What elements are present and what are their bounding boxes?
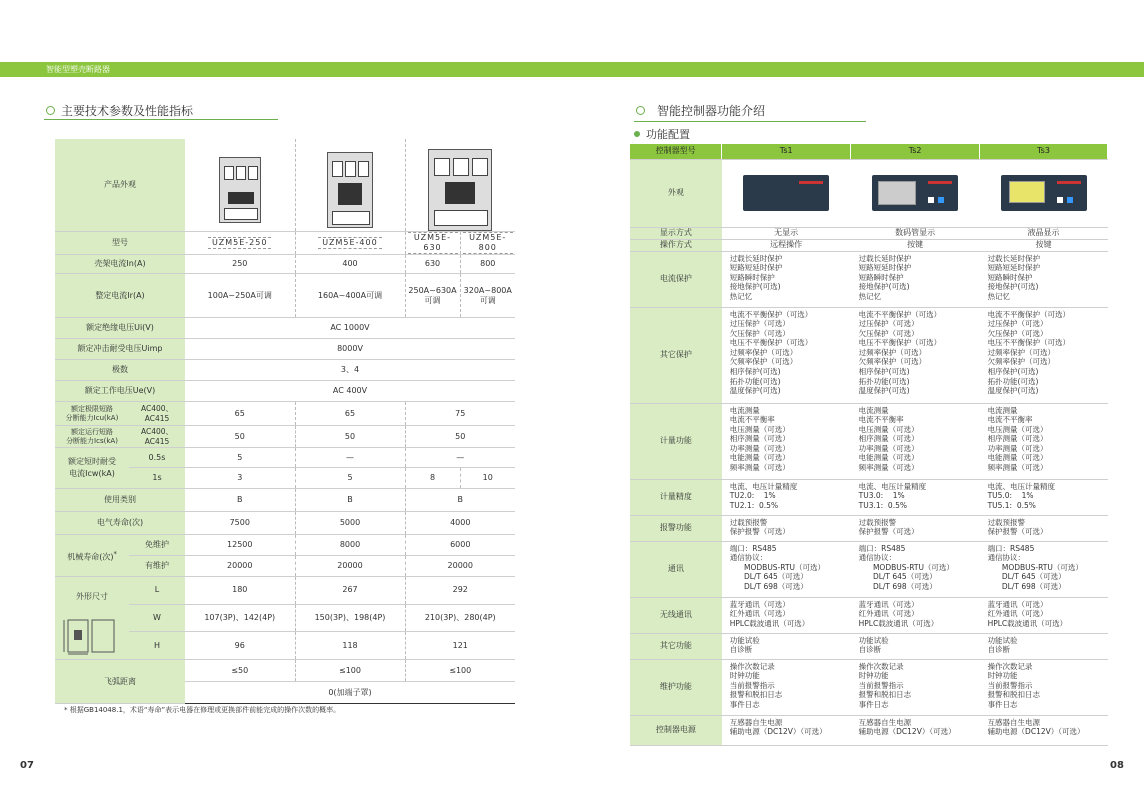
- right-section-title: [636, 102, 765, 119]
- section-value: 电流、电压计量精度 TU2.0: 1% TU2.1: 0.5%: [722, 479, 851, 515]
- section-label: 电流保护: [630, 251, 722, 307]
- maint-val: 20000: [405, 556, 515, 577]
- arc-val: ≤50: [185, 660, 295, 682]
- section-value: 端口：RS485 通信协议： MODBUS-RTU（可选） DL/T 645（可选） DL/T 698（可选）: [722, 541, 851, 597]
- model-label: 型号: [55, 232, 185, 255]
- cat-val: B: [405, 489, 515, 512]
- section-value: 操作次数记录 时钟功能 当前报警指示 报警和脱扣日志 事件日志: [722, 659, 851, 715]
- operate-val: 远程操作: [722, 239, 851, 251]
- section-value: 操作次数记录 时钟功能 当前报警指示 报警和脱扣日志 事件日志: [851, 659, 980, 715]
- model-800: UZM5E-800: [463, 232, 514, 254]
- dims-cell: [55, 577, 129, 660]
- section-value: 电流不平衡保护（可选） 过压保护（可选） 欠压保护（可选） 电压不平衡保护（可选） 过频率保护（可选） 欠频率保护（可选） 相序保护(可选) 拓扑功能(可选) 温度保护(可选): [980, 307, 1108, 403]
- ts3-panel: [980, 159, 1108, 227]
- free-val: 6000: [405, 535, 515, 556]
- ics-voltage: AC400、AC415: [129, 426, 185, 448]
- section-value: 过载预报警 保护报警（可选）: [980, 515, 1108, 541]
- dimension-drawing-icon: [62, 616, 122, 656]
- elife-label: 电气寿命(次): [55, 512, 185, 535]
- breaker-icon: [428, 149, 492, 231]
- section-row: [630, 597, 1108, 633]
- frame-val: 250: [185, 255, 295, 274]
- maint-val: 20000: [295, 556, 405, 577]
- section-row: [630, 515, 1108, 541]
- head-ts1: Ts1: [722, 144, 851, 159]
- section-value: 蓝牙通讯（可选） 红外通讯（可选） HPLC载波通讯（可选）: [851, 597, 980, 633]
- dot-bullet-icon: [634, 131, 640, 137]
- function-sections: [630, 251, 1108, 745]
- cat-val: B: [185, 489, 295, 512]
- H-val: 96: [185, 632, 295, 660]
- icu-label: 额定极限短路 分断能力Icu(kA): [55, 402, 129, 426]
- section-row: [630, 633, 1108, 659]
- W-val: 150(3P)、198(4P): [295, 604, 405, 632]
- section-label: 维护功能: [630, 659, 722, 715]
- section-label: 计量功能: [630, 403, 722, 479]
- section-value: 互感器自生电源 辅助电源（DC12V）（可选）: [722, 715, 851, 745]
- section-row: [630, 403, 1108, 479]
- mlife-label: [55, 535, 129, 577]
- section-value: 电流测量 电流不平衡率 电压测量（可选） 相序测量（可选） 功率测量（可选） 电能测量（可选） 频率测量（可选）: [851, 403, 980, 479]
- icu-val: 65: [185, 402, 295, 426]
- head-ts2: Ts2: [851, 144, 980, 159]
- ue-val: AC 400V: [185, 381, 515, 402]
- footnote: * 根据GB14048.1，术语“寿命”表示电器在修理或更换部件前能完成的操作次数的概率。: [64, 706, 341, 714]
- breaker-630-800-image: [405, 139, 515, 232]
- section-value: 电流、电压计量精度 TU3.0: 1% TU3.1: 0.5%: [851, 479, 980, 515]
- ui-val: AC 1000V: [185, 318, 515, 339]
- operate-val: 按键: [851, 239, 980, 251]
- section-row: [630, 307, 1108, 403]
- section-value: 电流测量 电流不平衡率 电压测量（可选） 相序测量（可选） 功率测量（可选） 电能测量（可选） 频率测量（可选）: [722, 403, 851, 479]
- rated-current-label: 整定电流Ir(A): [55, 274, 185, 318]
- icw-val: 8: [405, 468, 460, 489]
- ics-label: 额定运行短路 分断能力Ics(kA): [55, 426, 129, 448]
- icw-label: 额定短时耐受 电流Icw(kA): [55, 448, 129, 489]
- arc-val: ≤100: [295, 660, 405, 682]
- W-val: 107(3P)、142(4P): [185, 604, 295, 632]
- rated-val: 320A~800A 可调: [460, 274, 515, 318]
- icw-val: 5: [185, 448, 295, 468]
- arc-val: ≤100: [405, 660, 515, 682]
- left-section-title: [46, 102, 193, 119]
- elife-val: 7500: [185, 512, 295, 535]
- section-row: [630, 479, 1108, 515]
- star-mark: *: [113, 549, 117, 558]
- section-row: [630, 251, 1108, 307]
- section-value: 过载长延时保护 短路短延时保护 短路瞬时保护 接地保护(可选) 热记忆: [980, 251, 1108, 307]
- left-title-underline: [44, 119, 278, 120]
- section-value: 互感器自生电源 辅助电源（DC12V）（可选）: [851, 715, 980, 745]
- mlife-text: 机械寿命(次): [67, 552, 114, 562]
- section-value: 蓝牙通讯（可选） 红外通讯（可选） HPLC载波通讯（可选）: [722, 597, 851, 633]
- maint-label: 有维护: [129, 556, 185, 577]
- section-value: 互感器自生电源 辅助电源（DC12V）（可选）: [980, 715, 1108, 745]
- L-val: 292: [405, 577, 515, 605]
- ics-val: 50: [185, 426, 295, 448]
- section-label: 报警功能: [630, 515, 722, 541]
- page-number-right: 08: [1110, 760, 1124, 771]
- uimp-val: 8000V: [185, 339, 515, 360]
- elife-val: 4000: [405, 512, 515, 535]
- rated-val: 100A~250A可调: [185, 274, 295, 318]
- L-label: L: [129, 577, 185, 605]
- section-label: 通讯: [630, 541, 722, 597]
- H-label: H: [129, 632, 185, 660]
- section-label: 其它功能: [630, 633, 722, 659]
- L-val: 267: [295, 577, 405, 605]
- section-row: [630, 541, 1108, 597]
- free-val: 8000: [295, 535, 405, 556]
- breaker-icon: [327, 152, 373, 228]
- icw-val: 10: [460, 468, 515, 489]
- H-val: 121: [405, 632, 515, 660]
- icw-val: —: [295, 448, 405, 468]
- breaker-icon: [219, 157, 261, 223]
- W-val: 210(3P)、280(4P): [405, 604, 515, 632]
- section-value: 功能试验 自诊断: [722, 633, 851, 659]
- operate-val: 按键: [980, 239, 1108, 251]
- elife-val: 5000: [295, 512, 405, 535]
- icw-val: —: [405, 448, 515, 468]
- breaker-400-image: [295, 139, 405, 232]
- appearance-label: 产品外观: [55, 139, 185, 232]
- free-label: 免维护: [129, 535, 185, 556]
- section-row: [630, 715, 1108, 745]
- rated-val: 250A~630A 可调: [405, 274, 460, 318]
- icw-val: 5: [295, 468, 405, 489]
- section-value: 端口：RS485 通信协议： MODBUS-RTU（可选） DL/T 645（可选） DL/T 698（可选）: [980, 541, 1108, 597]
- section-value: 电流测量 电流不平衡率 电压测量（可选） 相序测量（可选） 功率测量（可选） 电能测量（可选） 频率测量（可选）: [980, 403, 1108, 479]
- right-title-text: 智能控制器功能介绍: [657, 104, 766, 118]
- poles-label: 极数: [55, 360, 185, 381]
- display-val: 数码管显示: [851, 227, 980, 239]
- frame-current-label: 壳架电流In(A): [55, 255, 185, 274]
- section-value: 蓝牙通讯（可选） 红外通讯（可选） HPLC载波通讯（可选）: [980, 597, 1108, 633]
- section-label: 计量精度: [630, 479, 722, 515]
- section-value: 过载长延时保护 短路短延时保护 短路瞬时保护 接地保护(可选) 热记忆: [722, 251, 851, 307]
- section-value: 过载预报警 保护报警（可选）: [722, 515, 851, 541]
- W-label: W: [129, 604, 185, 632]
- breaker-250-image: [185, 139, 295, 232]
- ue-label: 额定工作电压Ue(V): [55, 381, 185, 402]
- ics-val: 50: [405, 426, 515, 448]
- section-row: [630, 659, 1108, 715]
- page-number-left: 07: [20, 760, 34, 771]
- section-label: 无线通讯: [630, 597, 722, 633]
- H-val: 118: [295, 632, 405, 660]
- display-val: 液晶显示: [980, 227, 1108, 239]
- section-value: 过载预报警 保护报警（可选）: [851, 515, 980, 541]
- ts1-panel: [722, 159, 851, 227]
- icu-val: 75: [405, 402, 515, 426]
- head-model: 控制器型号: [630, 144, 722, 159]
- controller-panel-icon: [1001, 175, 1087, 211]
- section-value: 端口：RS485 通信协议： MODBUS-RTU（可选） DL/T 645（可选） DL/T 698（可选）: [851, 541, 980, 597]
- section-label: 控制器电源: [630, 715, 722, 745]
- right-title-underline: [634, 121, 866, 122]
- circle-bullet-icon: [636, 106, 645, 115]
- section-value: 电流、电压计量精度 TU5.0: 1% TU5.1: 0.5%: [980, 479, 1108, 515]
- ics-val: 50: [295, 426, 405, 448]
- function-table: [630, 144, 1108, 746]
- display-val: 无显示: [722, 227, 851, 239]
- icw-val: 3: [185, 468, 295, 489]
- icw-05s: 0.5s: [129, 448, 185, 468]
- circle-bullet-icon: [46, 106, 55, 115]
- icw-1s: 1s: [129, 468, 185, 489]
- model-250: UZM5E-250: [208, 237, 271, 249]
- maint-val: 20000: [185, 556, 295, 577]
- arc-label: 飞弧距离: [55, 660, 185, 704]
- left-title-text: 主要技术参数及性能指标: [61, 104, 194, 118]
- controller-panel-icon: [872, 175, 958, 211]
- section-label: 其它保护: [630, 307, 722, 403]
- operate-label: 操作方式: [630, 239, 722, 251]
- rated-val: 160A~400A可调: [295, 274, 405, 318]
- head-ts3: Ts3: [980, 144, 1108, 159]
- ts2-panel: [851, 159, 980, 227]
- icu-val: 65: [295, 402, 405, 426]
- section-value: 过载长延时保护 短路短延时保护 短路瞬时保护 接地保护(可选) 热记忆: [851, 251, 980, 307]
- spec-table: [55, 139, 515, 704]
- category-label: 使用类别: [55, 489, 185, 512]
- controller-panel-icon: [743, 175, 829, 211]
- ui-label: 额定绝缘电压Ui(V): [55, 318, 185, 339]
- appearance-label: 外观: [630, 159, 722, 227]
- top-banner: 智能型塑壳断路器: [0, 62, 1144, 77]
- icu-voltage: AC400、AC415: [129, 402, 185, 426]
- L-val: 180: [185, 577, 295, 605]
- model-630: UZM5E-630: [408, 232, 458, 254]
- section-value: 操作次数记录 时钟功能 当前报警指示 报警和脱扣日志 事件日志: [980, 659, 1108, 715]
- dims-label: 外形尺寸: [76, 592, 108, 601]
- section-value: 功能试验 自诊断: [980, 633, 1108, 659]
- display-label: 显示方式: [630, 227, 722, 239]
- model-400: UZM5E-400: [318, 237, 381, 249]
- section-value: 电流不平衡保护（可选） 过压保护（可选） 欠压保护（可选） 电压不平衡保护（可选） 过频率保护（可选） 欠频率保护（可选） 相序保护(可选) 拓扑功能(可选) 温度保护(可选): [722, 307, 851, 403]
- uimp-label: 额定冲击耐受电压Uimp: [55, 339, 185, 360]
- right-subtitle-text: 功能配置: [646, 128, 690, 141]
- section-value: 电流不平衡保护（可选） 过压保护（可选） 欠压保护（可选） 电压不平衡保护（可选） 过频率保护（可选） 欠频率保护（可选） 相序保护(可选) 拓扑功能(可选) 温度保护(可选): [851, 307, 980, 403]
- arc-note: 0(加端子罩): [185, 682, 515, 704]
- section-value: 功能试验 自诊断: [851, 633, 980, 659]
- frame-val: 800: [460, 255, 515, 274]
- poles-val: 3、4: [185, 360, 515, 381]
- free-val: 12500: [185, 535, 295, 556]
- right-subtitle: [634, 126, 690, 142]
- frame-val: 630: [405, 255, 460, 274]
- frame-val: 400: [295, 255, 405, 274]
- cat-val: B: [295, 489, 405, 512]
